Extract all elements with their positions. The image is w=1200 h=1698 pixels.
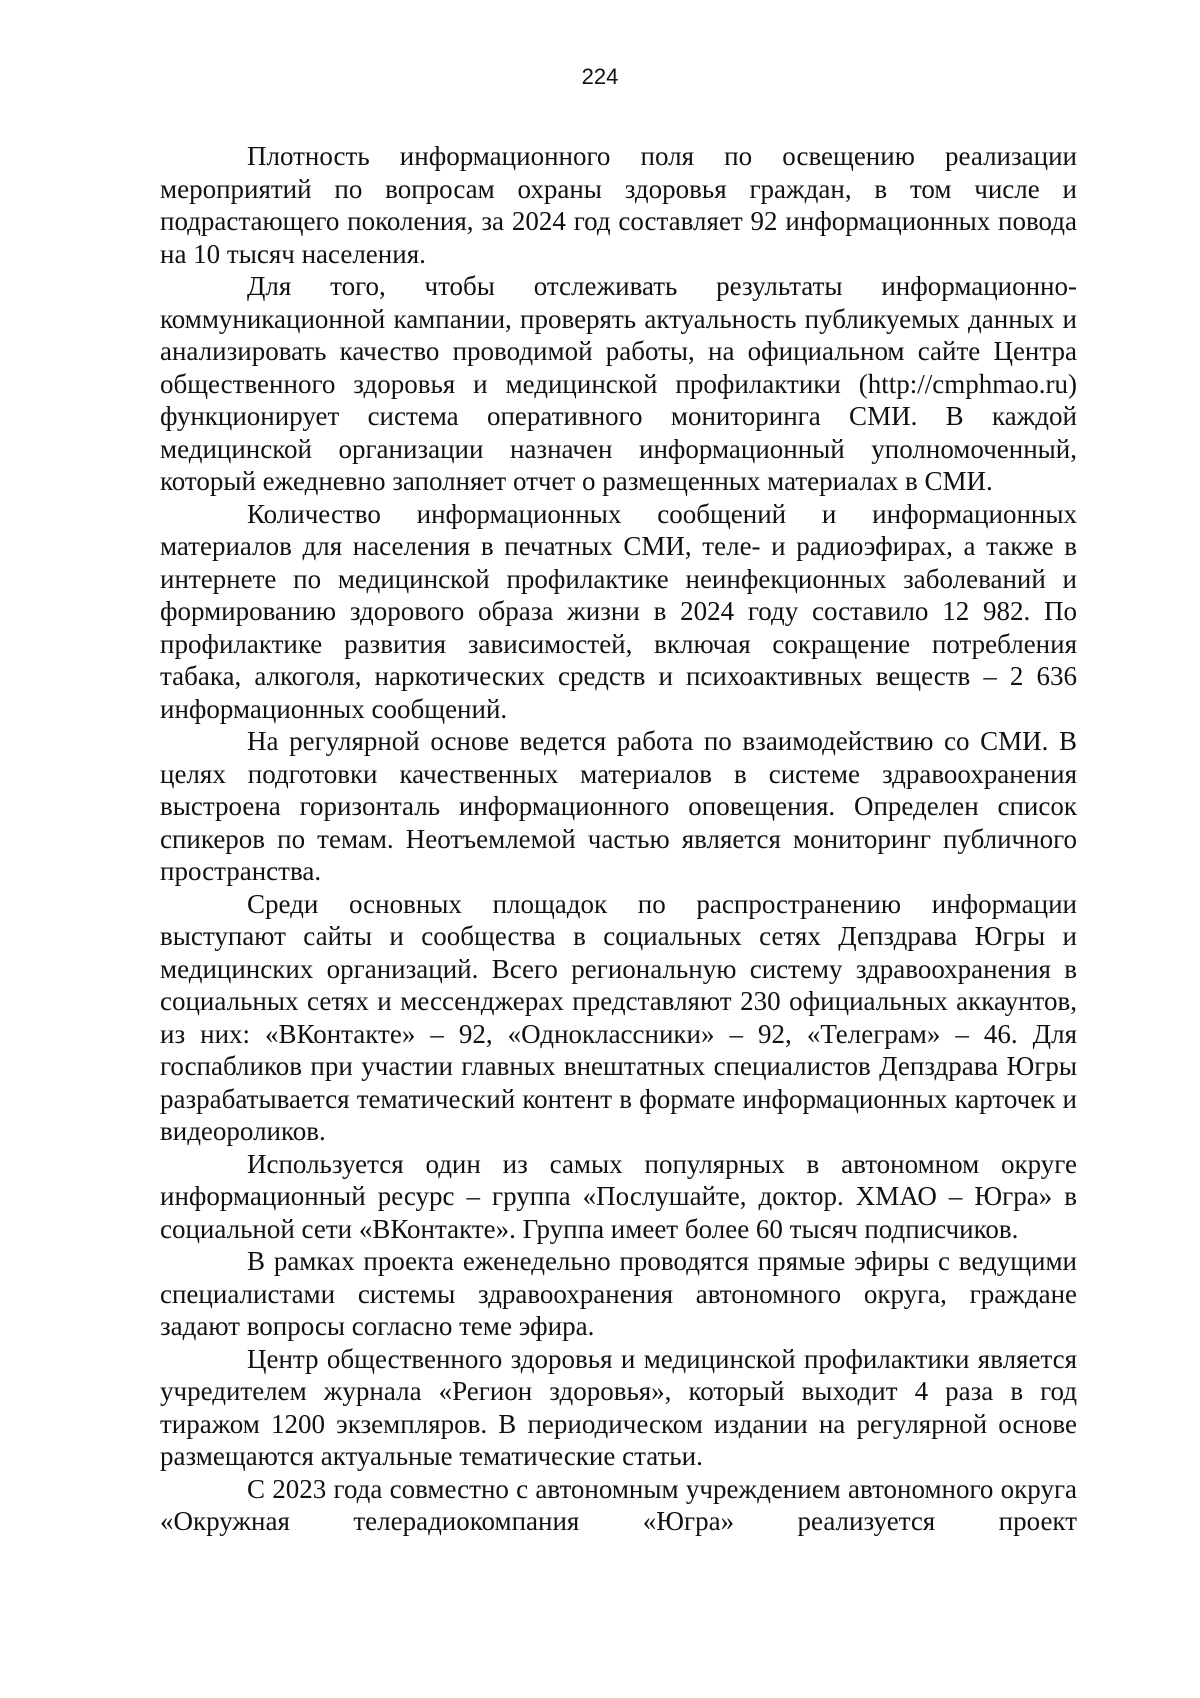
paragraph-social-networks: Среди основных площадок по распространению информации выступают сайты и сообщества в социальных сетях Депздрава Югры и медицинских организаций. Всего региональную систему здравоохранения в социальных сетях и мессенджерах представляют 230 официальных аккаунтов, из них: «ВКонтакте» – 92, «Одноклассники» – 92, «Телеграм» – 46. Для госпабликов при участии главных внештатных специалистов Депздрава Югры разрабатывается тематический контент в формате информационных карточек и видеороликов. bbox=[160, 888, 1077, 1146]
paragraph-info-density: Плотность информационного поля по освещению реализации мероприятий по вопросам охраны здоровья граждан, в том числе и подрастающего поколения, за 2024 год составляет 92 информационных повода на 10 тысяч населения. bbox=[160, 141, 1077, 269]
paragraph-live-broadcasts: В рамках проекта еженедельно проводятся прямые эфиры с ведущими специалистами системы здравоохранения автономного округа, граждане задают вопросы согласно теме эфира. bbox=[160, 1246, 1077, 1341]
paragraph-message-count: Количество информационных сообщений и информационных материалов для населения в печатных СМИ, теле- и радиоэфирах, а также в интернете по медицинской профилактике неинфекционных заболеваний и формированию здорового образа жизни в 2024 году составило 12 982. По профилактике развития зависимостей, включая сокращение потребления табака, алкоголя, наркотических средств и психоактивных веществ – 2 636 информационных сообщений. bbox=[160, 498, 1077, 724]
paragraph-health-journal: Центр общественного здоровья и медицинской профилактики является учредителем журнала «Регион здоровья», который выходит 4 раза в год тиражом 1200 экземпляров. В периодическом издании на регулярной основе размещаются актуальные тематические статьи. bbox=[160, 1343, 1077, 1471]
page-number: 224 bbox=[581, 64, 619, 89]
paragraph-tv-project: С 2023 года совместно с автономным учреждением автономного округа «Окружная телерадиокомпания «Югра» реализуется проект bbox=[160, 1473, 1077, 1536]
document-body bbox=[160, 140, 1077, 1538]
paragraph-media-monitoring: Для того, чтобы отслеживать результаты информационно-коммуникационной кампании, проверять актуальность публикуемых данных и анализировать качество проводимой работы, на официальном сайте Центра общественного здоровья и медицинской профилактики (http://cmphmao.ru) функционирует система оперативного мониторинга СМИ. В каждой медицинской организации назначен информационный уполномоченный, который ежедневно заполняет отчет о размещенных материалах в СМИ. bbox=[160, 271, 1077, 496]
paragraph-media-interaction: На регулярной основе ведется работа по взаимодействию со СМИ. В целях подготовки качественных материалов в системе здравоохранения выстроена горизонталь информационного оповещения. Определен список спикеров по темам. Неотъемлемой частью является мониторинг публичного пространства. bbox=[160, 726, 1077, 886]
paragraph-vk-group: Используется один из самых популярных в автономном округе информационный ресурс – группа «Послушайте, доктор. ХМАО – Югра» в социальной сети «ВКонтакте». Группа имеет более 60 тысяч подписчиков. bbox=[160, 1148, 1077, 1244]
